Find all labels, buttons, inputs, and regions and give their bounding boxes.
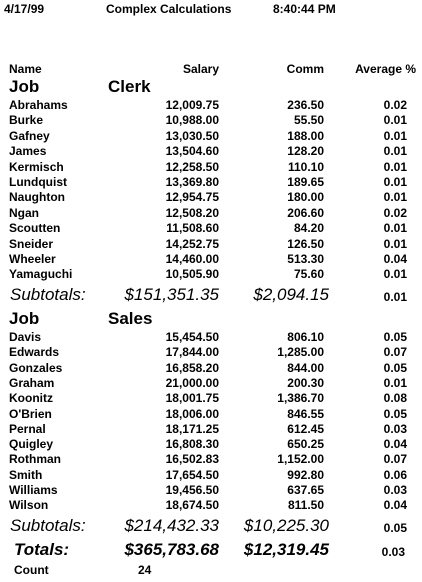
- employee-name: Naughton: [9, 190, 65, 205]
- salary-value: 16,502.83: [165, 452, 219, 467]
- comm-value: 1,386.70: [277, 391, 324, 406]
- report-time: 8:40:44 PM: [273, 2, 336, 16]
- table-row: [0, 113, 422, 128]
- comm-value: 637.65: [287, 483, 324, 497]
- average-value: 0.01: [383, 144, 407, 159]
- totals-salary: $365,783.68: [124, 540, 219, 559]
- subtotal-row-clerk: [0, 285, 422, 307]
- report-date: 4/17/99: [4, 2, 45, 16]
- subtotal-salary: $214,432.33: [124, 516, 219, 535]
- salary-value: 15,454.50: [165, 330, 219, 344]
- totals-average: 0.03: [381, 545, 405, 559]
- subtotal-comm: $10,225.30: [243, 516, 329, 535]
- comm-value: 811.50: [287, 498, 324, 513]
- comm-value: 806.10: [287, 330, 324, 344]
- employee-name: Sneider: [9, 236, 54, 251]
- table-row: [0, 330, 422, 345]
- employee-name: Wheeler: [9, 252, 56, 266]
- average-value: 0.01: [383, 190, 407, 205]
- employee-name: Gonzales: [9, 360, 63, 375]
- salary-value: 14,460.00: [165, 252, 219, 266]
- salary-value: 21,000.00: [165, 375, 219, 390]
- average-value: 0.03: [383, 483, 407, 497]
- average-value: 0.01: [383, 221, 407, 236]
- comm-value: 1,152.00: [277, 452, 324, 467]
- salary-value: 18,001.75: [165, 391, 219, 406]
- subtotal-row-sales: [0, 516, 422, 538]
- column-header-average: Average %: [355, 62, 416, 76]
- salary-value: 10,988.00: [165, 113, 219, 128]
- comm-value: 1,285.00: [277, 345, 324, 360]
- average-value: 0.06: [383, 467, 407, 482]
- table-row: [0, 144, 422, 159]
- employee-name: Smith: [9, 467, 43, 482]
- comm-value: 180.00: [287, 190, 324, 205]
- table-row: [0, 452, 422, 467]
- average-value: 0.05: [383, 360, 407, 375]
- employee-name: Scoutten: [9, 221, 61, 236]
- column-header-salary: Salary: [182, 62, 219, 76]
- comm-value: 126.50: [287, 236, 324, 251]
- table-row: [0, 376, 422, 391]
- subtotal-comm: $2,094.15: [253, 285, 329, 304]
- salary-value: 19,456.50: [165, 483, 219, 497]
- table-row: [0, 129, 422, 144]
- salary-value: 13,504.60: [165, 144, 219, 159]
- table-row: [0, 468, 422, 483]
- comm-value: 189.65: [287, 175, 324, 189]
- employee-name: Williams: [9, 483, 58, 497]
- subtotal-salary: $151,351.35: [124, 285, 219, 304]
- employee-name: Kermisch: [9, 159, 64, 174]
- salary-value: 18,171.25: [165, 421, 219, 436]
- table-row: [0, 190, 422, 205]
- comm-value: 844.00: [287, 360, 324, 375]
- average-value: 0.02: [383, 205, 407, 220]
- employee-name: James: [9, 144, 47, 159]
- employee-name: Quigley: [9, 437, 54, 452]
- employee-name: Abrahams: [9, 98, 68, 112]
- average-value: 0.04: [383, 437, 407, 452]
- employee-name: Lundquist: [9, 175, 67, 189]
- comm-value: 206.60: [287, 205, 324, 220]
- average-value: 0.01: [383, 236, 407, 251]
- salary-value: 17,654.50: [165, 467, 219, 482]
- group-job-label: Job: [9, 77, 40, 96]
- column-header-name: Name: [9, 62, 42, 76]
- group-job-name: Clerk: [108, 77, 151, 96]
- table-row: [0, 407, 422, 422]
- employee-name: Rothman: [9, 452, 61, 467]
- table-row: [0, 361, 422, 376]
- totals-row: [0, 540, 422, 562]
- average-value: 0.01: [383, 128, 407, 143]
- employee-name: Edwards: [9, 345, 60, 360]
- comm-value: 75.60: [293, 267, 324, 282]
- average-value: 0.05: [383, 406, 407, 421]
- comm-value: 110.10: [287, 159, 324, 174]
- salary-value: 17,844.00: [165, 345, 219, 360]
- comm-value: 55.50: [293, 113, 324, 128]
- employee-name: Ngan: [9, 205, 39, 220]
- subtotal-label: Subtotals:: [10, 516, 86, 535]
- table-row: [0, 160, 422, 175]
- salary-value: 12,954.75: [165, 190, 219, 205]
- table-row: [0, 206, 422, 221]
- employee-name: Davis: [9, 330, 42, 344]
- salary-value: 14,252.75: [165, 236, 219, 251]
- employee-name: Graham: [9, 375, 55, 390]
- table-row: [0, 175, 422, 190]
- average-value: 0.01: [383, 267, 407, 282]
- totals-label: Totals:: [14, 540, 70, 559]
- comm-value: 612.45: [287, 421, 324, 436]
- subtotal-average: 0.01: [383, 290, 407, 304]
- table-row: [0, 98, 422, 113]
- group-job-name: Sales: [108, 309, 153, 328]
- average-value: 0.01: [383, 375, 407, 390]
- subtotal-average: 0.05: [383, 521, 407, 535]
- table-row: [0, 498, 422, 513]
- table-row: [0, 483, 422, 498]
- count-label: Count: [14, 563, 49, 577]
- average-value: 0.02: [383, 98, 407, 112]
- comm-value: 200.30: [287, 375, 324, 390]
- table-row: [0, 221, 422, 236]
- comm-value: 84.20: [293, 221, 324, 236]
- employee-name: Pernal: [9, 421, 46, 436]
- column-header-comm: Comm: [286, 62, 324, 76]
- salary-value: 13,369.80: [165, 175, 219, 189]
- average-value: 0.01: [383, 175, 407, 189]
- salary-value: 12,009.75: [165, 98, 219, 112]
- table-row: [0, 391, 422, 406]
- average-value: 0.04: [383, 498, 407, 513]
- employee-name: Wilson: [9, 498, 49, 513]
- average-value: 0.01: [383, 159, 407, 174]
- employee-name: Gafney: [9, 128, 50, 143]
- salary-value: 11,508.60: [166, 221, 219, 236]
- subtotal-label: Subtotals:: [10, 285, 86, 304]
- average-value: 0.08: [383, 391, 407, 406]
- average-value: 0.03: [383, 421, 407, 436]
- totals-comm: $12,319.45: [243, 540, 329, 559]
- salary-value: 13,030.50: [165, 128, 219, 143]
- average-value: 0.01: [383, 113, 407, 128]
- group-job-label: Job: [9, 309, 40, 328]
- comm-value: 992.80: [287, 467, 324, 482]
- table-row: [0, 252, 422, 267]
- report-title: Complex Calculations: [106, 2, 232, 16]
- average-value: 0.07: [383, 452, 407, 467]
- salary-value: 12,258.50: [165, 159, 219, 174]
- comm-value: 128.20: [287, 144, 324, 159]
- table-row: [0, 437, 422, 452]
- count-value: 24: [138, 563, 152, 577]
- employee-name: Yamaguchi: [9, 267, 73, 282]
- salary-value: 18,006.00: [165, 406, 219, 421]
- comm-value: 846.55: [287, 406, 324, 421]
- average-value: 0.04: [383, 252, 407, 266]
- average-value: 0.05: [383, 330, 407, 344]
- salary-value: 10,505.90: [165, 267, 219, 282]
- table-row: [0, 237, 422, 252]
- salary-value: 16,858.20: [165, 360, 219, 375]
- salary-value: 16,808.30: [165, 437, 219, 452]
- average-value: 0.07: [383, 345, 407, 360]
- table-row: [0, 345, 422, 360]
- table-row: [0, 422, 422, 437]
- comm-value: 236.50: [287, 98, 324, 112]
- employee-name: Burke: [9, 113, 44, 128]
- comm-value: 513.30: [287, 252, 324, 266]
- salary-value: 18,674.50: [165, 498, 219, 513]
- salary-value: 12,508.20: [165, 205, 219, 220]
- employee-name: O'Brien: [9, 406, 52, 421]
- comm-value: 188.00: [287, 128, 324, 143]
- table-row: [0, 267, 422, 282]
- comm-value: 650.25: [287, 437, 324, 452]
- employee-name: Koonitz: [9, 391, 53, 406]
